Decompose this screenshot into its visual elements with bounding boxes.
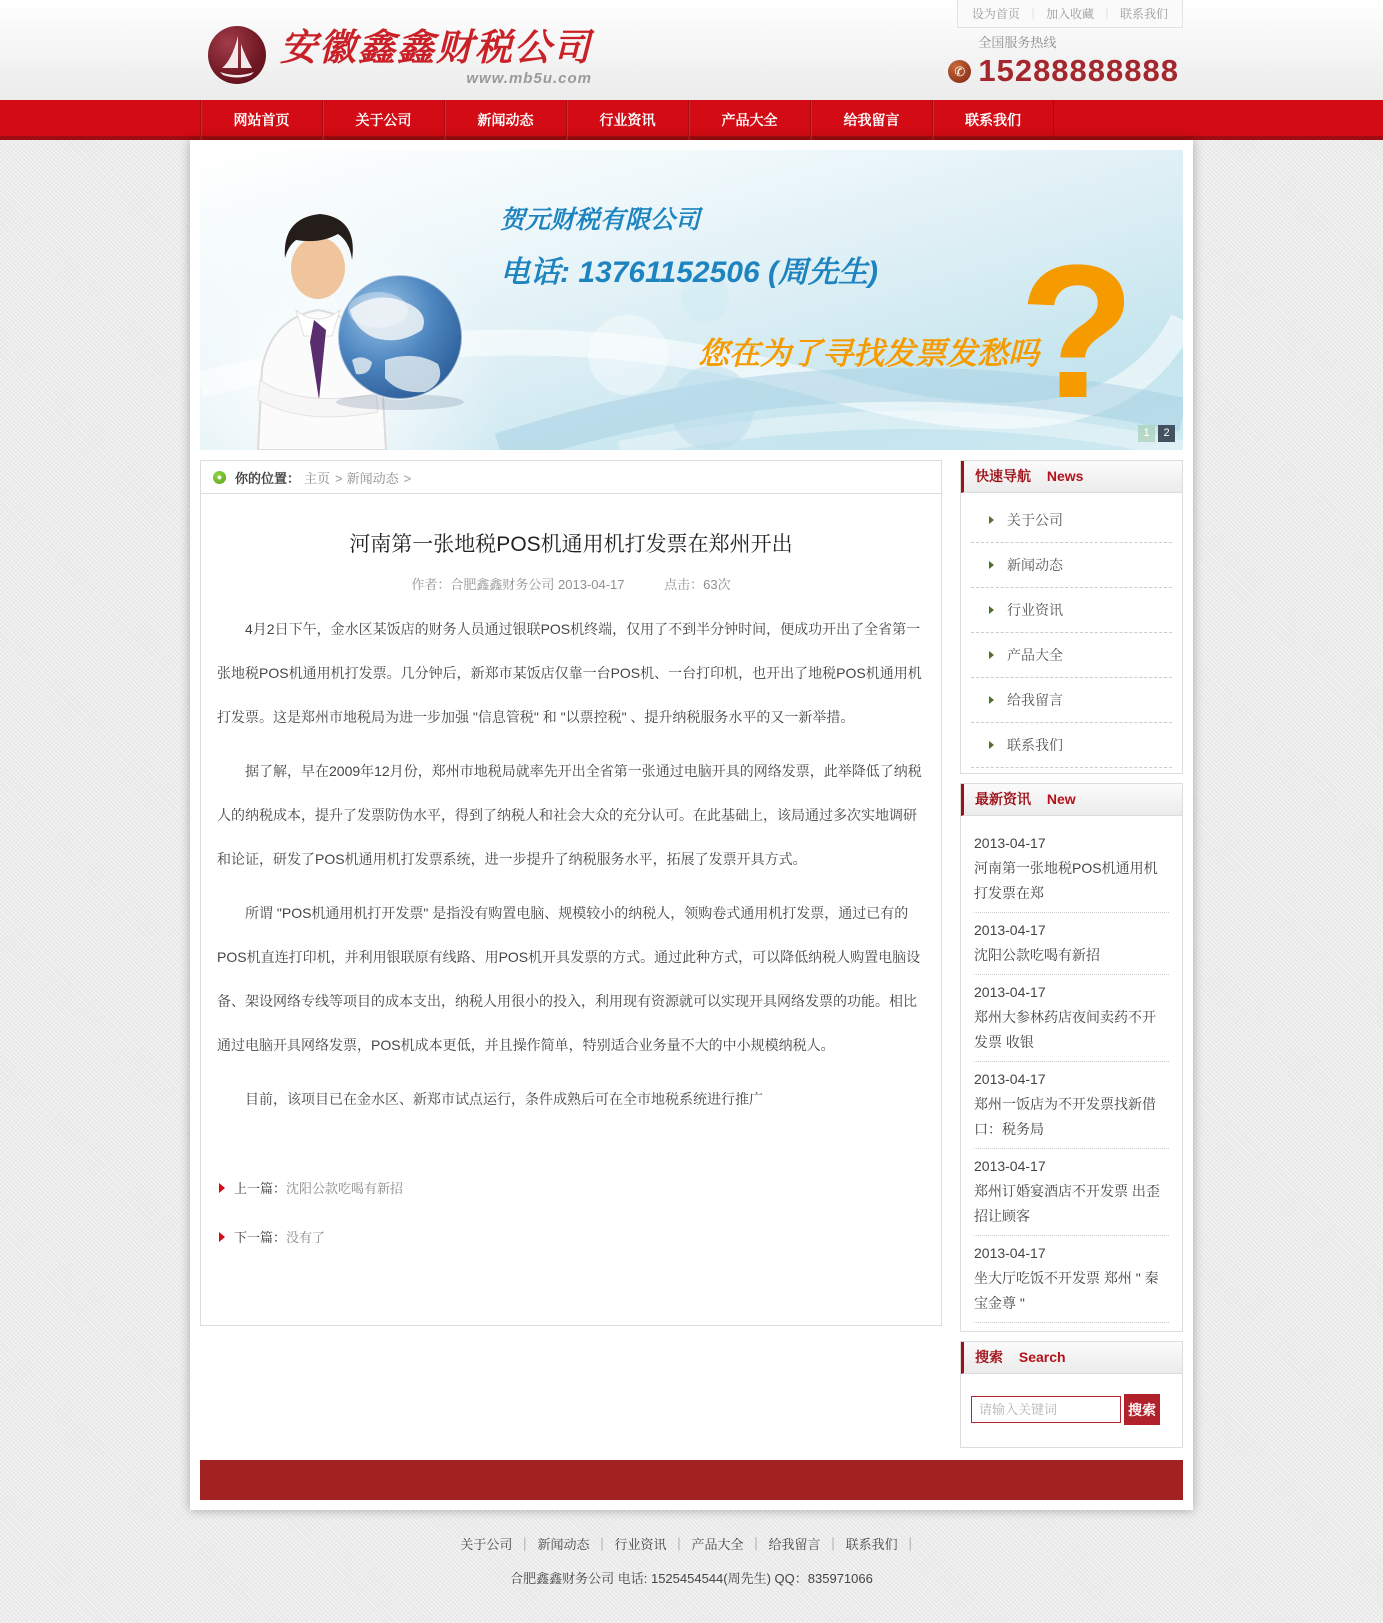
- breadcrumb-link[interactable]: 主页: [304, 470, 331, 486]
- article-title: 河南第一张地税POS机通用机打发票在郑州开出: [349, 533, 793, 556]
- quick-nav-title-en: News: [1046, 468, 1084, 484]
- footer-link[interactable]: 产品大全 ｜: [692, 1537, 769, 1552]
- hotline-number: 15288888888: [978, 53, 1179, 88]
- footer-info: 合肥鑫鑫财务公司 电话: 1525454544(周先生) QQ：835971066: [510, 1571, 873, 1586]
- footer-link[interactable]: 联系我们 ｜: [846, 1537, 923, 1552]
- news-title-link[interactable]: 沈阳公款吃喝有新招: [974, 947, 1100, 963]
- search-title: 搜索: [975, 1349, 1003, 1365]
- sidebar: [960, 460, 1183, 1448]
- prev-label: 上一篇：: [234, 1181, 287, 1196]
- sidebar-nav-item[interactable]: [971, 543, 1172, 588]
- nav-item[interactable]: 网站首页: [200, 100, 322, 140]
- prev-article-row: [217, 1169, 925, 1206]
- nav-item[interactable]: 给我留言: [810, 100, 932, 140]
- sidebar-nav-item[interactable]: [971, 723, 1172, 768]
- search-header: [961, 1342, 1182, 1374]
- search-title-en: Search: [1018, 1349, 1066, 1365]
- footer: [0, 1510, 1383, 1623]
- sidebar-nav-item-label: 新闻动态: [1007, 557, 1063, 573]
- latest-news-title-en: New: [1046, 791, 1076, 807]
- article-paragraph: 4月2日下午，金水区某饭店的财务人员通过银联POS机终端，仅用了不到半分钟时间，便成功开出了全省第一张地税POS机通用机打发票。几分钟后，新郑市某饭店仅靠一台POS机、一台打印机，也开出了地税POS机通用机打发票。这是郑州市地税局为进一步加强 "信息管税" 和 "以票控税" 、提升纳税服务水平的又一新举措。: [217, 621, 922, 725]
- hotline: [948, 32, 1179, 89]
- footer-link[interactable]: 关于公司 ｜: [460, 1537, 537, 1552]
- breadcrumb-link[interactable]: 新闻动态: [346, 470, 399, 486]
- hotline-label: 全国服务热线: [978, 35, 1057, 50]
- article-views: 点击：63次: [664, 577, 731, 592]
- sidebar-nav-item-label: 关于公司: [1007, 512, 1063, 528]
- news-title-link[interactable]: 坐大厅吃饭不开发票 郑州 " 秦宝金尊 ": [974, 1270, 1159, 1311]
- news-date: 2013-04-17: [974, 984, 1046, 1000]
- latest-news-box: [960, 783, 1183, 1332]
- arrow-right-icon: [219, 1183, 225, 1193]
- article-paragraph: 据了解，早在2009年12月份，郑州市地税局就率先开出全省第一张通过电脑开具的网络发票，此举降低了纳税人的纳税成本，提升了发票防伪水平，得到了纳税人和社会大众的充分认可。在此基础上，该局通过多次实地调研和论证，研发了POS机通用机打发票系统，进一步提升了纳税服务水平，拓展了发票开具方式。: [217, 763, 922, 867]
- top-link[interactable]: ｜ 加入收藏: [1020, 7, 1094, 21]
- banner-question-mark: ?: [1018, 226, 1135, 438]
- phone-icon: ✆: [948, 60, 971, 83]
- search-box: [960, 1341, 1183, 1448]
- nav-item[interactable]: 关于公司: [322, 100, 444, 140]
- logo[interactable]: [208, 26, 592, 87]
- arrow-right-icon: [989, 606, 994, 614]
- news-title-link[interactable]: 郑州一饭店为不开发票找新借口：税务局: [974, 1096, 1156, 1137]
- arrow-right-icon: [989, 741, 994, 749]
- arrow-right-icon: [989, 651, 994, 659]
- latest-news-header: [961, 784, 1182, 816]
- top-link[interactable]: 设为首页: [971, 7, 1020, 21]
- footer-link[interactable]: 给我留言 ｜: [769, 1537, 846, 1552]
- prev-article-link[interactable]: 沈阳公款吃喝有新招: [286, 1181, 404, 1196]
- banner-phone-line: 电话: 13761152506 (周先生): [500, 256, 878, 289]
- sidebar-nav-item[interactable]: [971, 588, 1172, 633]
- news-date: 2013-04-17: [974, 835, 1046, 851]
- quick-nav-title: 快速导航: [975, 468, 1031, 484]
- header: [0, 0, 1383, 100]
- sidebar-nav-item-label: 行业资讯: [1007, 602, 1063, 618]
- breadcrumb-links: [300, 468, 411, 487]
- news-date: 2013-04-17: [974, 1071, 1046, 1087]
- breadcrumb: [201, 461, 941, 494]
- banner-pager-dot-1[interactable]: 1: [1138, 425, 1155, 442]
- banner-pager-dot-2[interactable]: 2: [1158, 425, 1175, 442]
- news-title-link[interactable]: 郑州大参林药店夜间卖药不开发票 收银: [974, 1009, 1156, 1050]
- next-article-row: [217, 1218, 925, 1255]
- article-paragraph: 目前，该项目已在金水区、新郑市试点运行，条件成熟后可在全市地税系统进行推广: [245, 1091, 763, 1107]
- news-list-item: [974, 826, 1169, 913]
- arrow-right-icon: [989, 696, 994, 704]
- article-paragraph: 所谓 "POS机通用机打开发票" 是指没有购置电脑、规模较小的纳税人，领购卷式通用机打发票，通过已有的POS机直连打印机，并利用银联原有线路、用POS机开具发票的方式。通过此种方式，可以降低纳税人购置电脑设备、架设网络专线等项目的成本支出，纳税人用很小的投入，利用现有资源就可以实现开具网络发票的功能。相比通过电脑开具网络发票，POS机成本更低，并且操作简单，特别适合业务量不大的中小规模纳税人。: [217, 905, 921, 1053]
- arrow-right-icon: [989, 516, 994, 524]
- main-nav: [0, 100, 1383, 140]
- search-button[interactable]: 搜索: [1124, 1394, 1160, 1425]
- sidebar-nav-item[interactable]: [971, 498, 1172, 543]
- banner-slogan: 您在为了寻找发票发愁吗: [698, 336, 1039, 371]
- arrow-right-icon: [989, 561, 994, 569]
- news-date: 2013-04-17: [974, 922, 1046, 938]
- news-date: 2013-04-17: [974, 1158, 1046, 1174]
- banner-pager: [1138, 425, 1175, 442]
- banner-slider: [200, 150, 1183, 450]
- nav-item[interactable]: 联系我们: [932, 100, 1054, 140]
- news-list-item: [974, 975, 1169, 1062]
- nav-item[interactable]: 新闻动态: [444, 100, 566, 140]
- sidebar-nav-item-label: 给我留言: [1007, 692, 1063, 708]
- logo-sail-icon: [208, 26, 266, 84]
- sidebar-nav-item[interactable]: [971, 678, 1172, 723]
- article-body: [217, 607, 925, 1121]
- nav-item[interactable]: 行业资讯: [566, 100, 688, 140]
- news-title-link[interactable]: 河南第一张地税POS机通用机打发票在郑: [974, 860, 1158, 901]
- sidebar-nav-item-label: 产品大全: [1007, 647, 1063, 663]
- article-author-date: 作者：合肥鑫鑫财务公司 2013-04-17: [411, 577, 625, 592]
- quick-nav-header: [961, 461, 1182, 493]
- footer-links: [0, 1534, 1383, 1553]
- footer-link[interactable]: 新闻动态 ｜: [537, 1537, 614, 1552]
- latest-news-title: 最新资讯: [975, 791, 1031, 807]
- quick-nav-box: [960, 460, 1183, 774]
- top-link[interactable]: ｜ 联系我们: [1094, 7, 1168, 21]
- next-label: 下一篇：: [234, 1230, 287, 1245]
- sidebar-nav-item[interactable]: [971, 633, 1172, 678]
- breadcrumb-separator: >: [403, 470, 412, 486]
- news-list-item: [974, 1149, 1169, 1236]
- news-date: 2013-04-17: [974, 1245, 1046, 1261]
- search-input[interactable]: [971, 1396, 1121, 1423]
- news-list-item: [974, 1236, 1169, 1323]
- article-meta: [217, 574, 925, 593]
- location-icon: ●: [213, 471, 226, 484]
- sidebar-nav-item-label: 联系我们: [1007, 737, 1063, 753]
- arrow-right-icon: [219, 1232, 225, 1242]
- footer-link[interactable]: 行业资讯 ｜: [614, 1537, 691, 1552]
- page-container: [190, 140, 1193, 1510]
- news-list-item: [974, 913, 1169, 975]
- banner-company-name: 贺元财税有限公司: [500, 206, 701, 234]
- breadcrumb-separator: >: [335, 470, 343, 486]
- site-title: 安徽鑫鑫财税公司: [280, 27, 592, 68]
- top-links: [957, 0, 1183, 28]
- article: [201, 494, 941, 1325]
- footer-red-bar: [200, 1460, 1183, 1500]
- news-list-item: [974, 1062, 1169, 1149]
- nav-item[interactable]: 产品大全: [688, 100, 810, 140]
- breadcrumb-label: 你的位置：: [235, 470, 301, 486]
- site-url: www.mb5u.com: [466, 70, 592, 87]
- article-column: [200, 460, 942, 1326]
- next-article-link[interactable]: 没有了: [286, 1230, 326, 1245]
- news-title-link[interactable]: 郑州订婚宴酒店不开发票 出歪招让顾客: [974, 1183, 1160, 1224]
